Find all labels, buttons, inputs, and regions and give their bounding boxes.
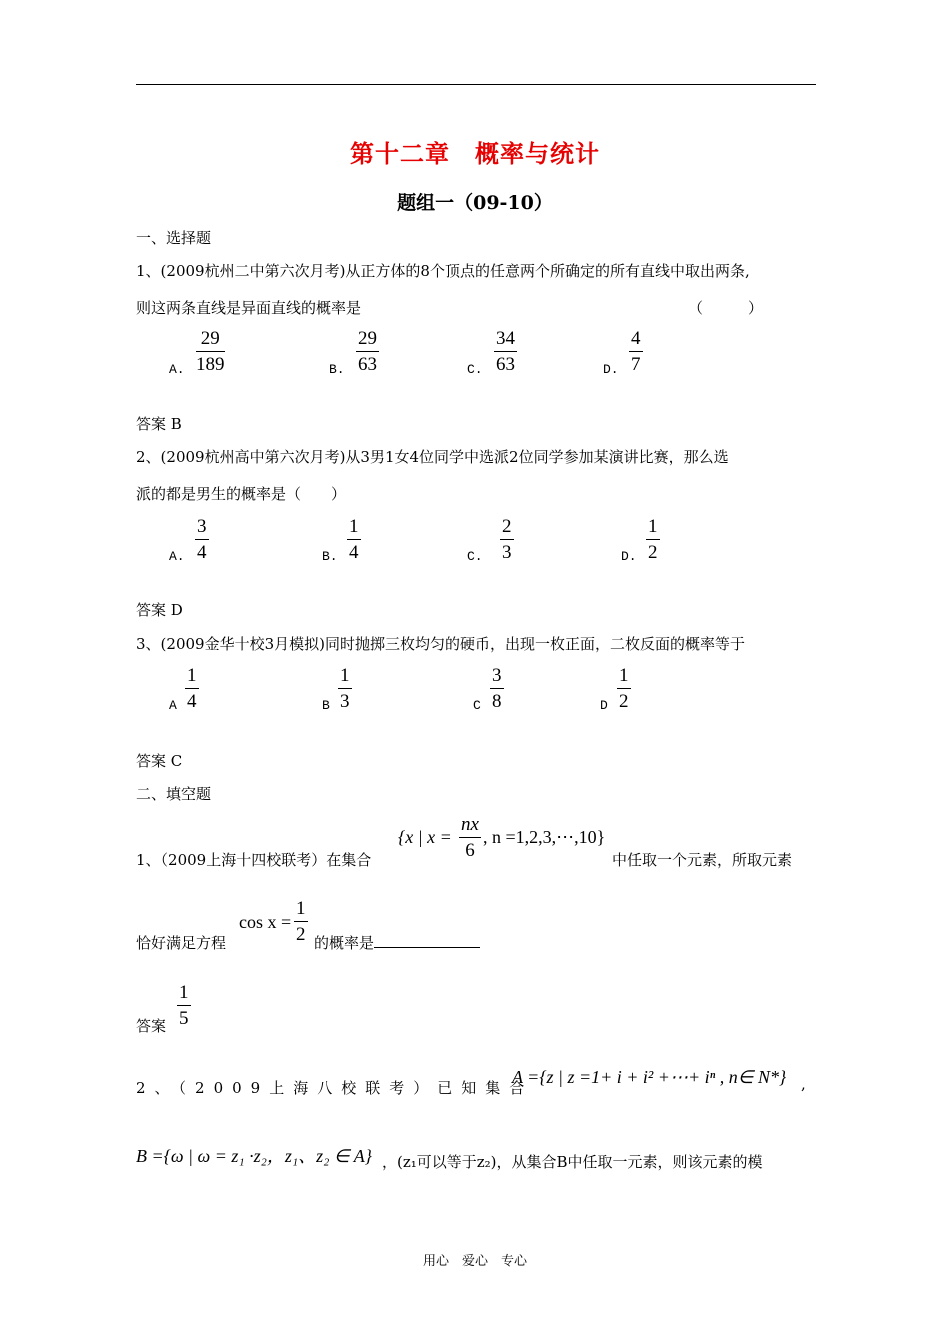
set-expression-close: , n =1,2,3,⋯,10} — [483, 827, 606, 847]
option-fraction: 3 8 — [492, 665, 502, 712]
set-expression-open: {x | x = — [398, 827, 452, 847]
answer-text: 答案 C — [136, 752, 183, 770]
fill-question-2-line-2: ，(z₁可以等于z₂)，从集合B中任取一元素，则该元素的模 — [382, 1153, 763, 1171]
comma: , — [801, 1075, 806, 1093]
chapter-title: 第十二章 概率与统计 — [350, 139, 600, 168]
option-fraction: 29 63 — [358, 328, 377, 375]
option-label: A — [169, 698, 177, 713]
option-fraction: 34 63 — [496, 328, 515, 375]
option-fraction: 1 3 — [340, 665, 350, 712]
option-fraction: 1 2 — [648, 516, 658, 563]
answer-label: 答案 — [136, 1017, 167, 1035]
option-label: D. — [603, 362, 619, 377]
fill-question-2-line-1: 2、（2009上海八校联考）已知集合 — [136, 1079, 534, 1097]
option-label: B. — [322, 549, 338, 564]
answer-paren: （ ） — [688, 299, 764, 317]
option-label: A. — [169, 362, 185, 377]
equation-left: cos x = — [239, 912, 292, 932]
section-heading-fill: 二、填空题 — [136, 785, 212, 803]
option-label: D. — [621, 549, 637, 564]
page-footer: 用心 爱心 专心 — [422, 1254, 527, 1269]
section-subtitle: 题组一（09-10） — [397, 192, 553, 214]
set-b-expression: B ={ω | ω = z₁ ·z₂，z₁、z₂ ∈ A} — [136, 1146, 372, 1166]
question-1-line-2: 则这两条直线是异面直线的概率是 — [136, 299, 362, 317]
set-a-expression: A ={z | z =1+ i + i² +⋯+ iⁿ , n∈ N*} — [512, 1067, 787, 1087]
option-label: C. — [467, 362, 483, 377]
answer-text: 答案 B — [136, 415, 182, 433]
answer-fraction: 1 5 — [179, 982, 189, 1029]
answer-blank — [374, 933, 480, 948]
option-fraction: 29 189 — [196, 328, 225, 375]
fill-question-1-line-2: 恰好满足方程 — [136, 934, 227, 952]
question-3-line-1: 3、(2009金华十校3月模拟)同时抛掷三枚均匀的硬币，出现一枚正面，二枚反面的概率等于 — [136, 635, 745, 653]
option-fraction: 3 4 — [197, 516, 207, 563]
fill-question-1-suffix: 中任取一个元素，所取元素 — [612, 851, 793, 869]
fill-question-1-tail: 的概率是 — [314, 932, 480, 953]
equation-fraction: 1 2 — [296, 898, 306, 945]
option-label: A. — [169, 549, 185, 564]
section-heading-choice: 一、选择题 — [136, 229, 212, 247]
question-2-line-1: 2、(2009杭州高中第六次月考)从3男1女4位同学中选派2位同学参加某演讲比赛，那么选 — [136, 448, 729, 466]
header-rule — [136, 84, 816, 85]
option-fraction: 2 3 — [502, 516, 512, 563]
answer-text: 答案 D — [136, 601, 183, 619]
fill-question-1-prefix: 1、（2009上海十四校联考）在集合 — [136, 851, 372, 869]
option-fraction: 4 7 — [631, 328, 641, 375]
question-1-line-1: 1、(2009杭州二中第六次月考)从正方体的8个顶点的任意两个所确定的所有直线中取出两条, — [136, 262, 750, 280]
option-label: B. — [329, 362, 345, 377]
option-fraction: 1 2 — [619, 665, 629, 712]
set-expression-fraction: nx 6 — [461, 814, 479, 861]
option-fraction: 1 4 — [187, 665, 197, 712]
option-label: B — [322, 698, 330, 713]
question-2-line-2: 派的都是男生的概率是（ ） — [136, 485, 347, 503]
option-label: C — [473, 698, 481, 713]
option-fraction: 1 4 — [349, 516, 359, 563]
option-label: C. — [467, 549, 483, 564]
option-label: D — [600, 698, 608, 713]
